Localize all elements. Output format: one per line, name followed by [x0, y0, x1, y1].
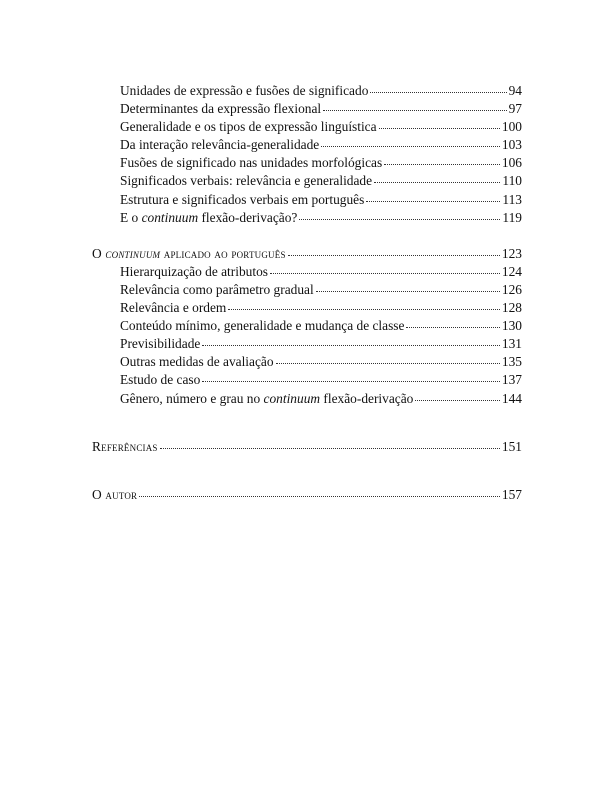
spacer — [92, 474, 522, 486]
toc-entry[interactable] — [120, 281, 522, 299]
toc-chapter-title: Referências — [92, 438, 158, 454]
toc-entry-title: Fusões de significado nas unidades morfológicas — [120, 155, 383, 171]
toc-entry-title: Estudo de caso — [120, 372, 201, 388]
toc-entry-title: Hierarquização de atributos — [120, 263, 268, 279]
toc-entry-page: 94 — [508, 83, 522, 98]
spacer — [92, 456, 522, 474]
dot-leader — [299, 216, 500, 220]
toc-entry-title: Conteúdo mínimo, generalidade e mudança de classe — [120, 318, 405, 334]
toc-entry-page: 103 — [501, 137, 522, 153]
title-part: O — [92, 245, 106, 261]
toc-entry-page: 119 — [502, 209, 522, 225]
toc-entry[interactable] — [120, 100, 522, 118]
toc-entry[interactable] — [120, 299, 522, 317]
toc-entry-page: 130 — [501, 318, 522, 334]
spacer — [92, 426, 522, 438]
dot-leader — [323, 107, 506, 111]
toc-entry[interactable] — [120, 371, 522, 389]
toc-entry-title: Relevância e ordem — [120, 300, 227, 316]
toc-chapter-page: 151 — [501, 438, 522, 454]
title-emphasis: continuum — [263, 390, 321, 406]
toc-entry-page: 131 — [501, 336, 522, 352]
toc-entry-page: 144 — [501, 390, 522, 406]
title-part: flexão-derivação? — [198, 209, 298, 225]
toc-entry-page: 106 — [501, 155, 522, 171]
toc-entry[interactable] — [120, 209, 522, 227]
toc-entry[interactable] — [120, 317, 522, 335]
toc-entry[interactable] — [120, 154, 522, 172]
dot-leader — [228, 306, 500, 310]
dot-leader — [370, 89, 506, 93]
dot-leader — [202, 378, 500, 382]
spacer — [92, 227, 522, 245]
toc-entry-page: 135 — [501, 354, 522, 370]
toc-entry-title: Outras medidas de avaliação — [120, 354, 274, 370]
toc-chapter-title: O autor — [92, 486, 138, 502]
toc-entry-title: Significados verbais: relevância e generalidade — [120, 173, 373, 189]
toc-entry-title: Previsibilidade — [120, 336, 201, 352]
dot-leader — [139, 493, 500, 497]
toc-entry-page: 113 — [502, 191, 522, 207]
spacer — [92, 408, 522, 426]
dot-leader — [384, 161, 500, 165]
title-part: E o — [120, 209, 142, 225]
title-part: aplicado ao português — [160, 245, 286, 261]
dot-leader — [366, 198, 500, 202]
dot-leader — [415, 397, 500, 401]
toc-chapter[interactable] — [92, 486, 522, 504]
dot-leader — [316, 288, 500, 292]
title-part: flexão-derivação — [320, 390, 414, 406]
toc-entry-page: 110 — [502, 173, 522, 189]
toc-entry-page: 137 — [501, 372, 522, 388]
toc-chapter-page: 123 — [501, 245, 522, 261]
dot-leader — [160, 445, 500, 449]
dot-leader — [270, 270, 500, 274]
toc-entry-page: 97 — [508, 101, 522, 117]
dot-leader — [321, 143, 500, 147]
toc-chapter[interactable] — [92, 438, 522, 456]
dot-leader — [374, 179, 500, 183]
toc-entry[interactable] — [120, 263, 522, 281]
toc-entry-title — [120, 209, 297, 227]
toc-entry-title: Estrutura e significados verbais em português — [120, 191, 365, 207]
toc-entry[interactable] — [120, 136, 522, 154]
title-part: Gênero, número e grau no — [120, 390, 264, 406]
toc-entry[interactable] — [120, 191, 522, 209]
dot-leader — [288, 252, 500, 256]
toc-chapter-page: 157 — [501, 486, 522, 502]
toc-entry-page: 124 — [501, 263, 522, 279]
dot-leader — [276, 360, 500, 364]
toc-entry-title: Generalidade e os tipos de expressão linguística — [120, 119, 377, 135]
dot-leader — [379, 125, 500, 129]
toc-chapter-title — [92, 245, 286, 263]
toc-entry[interactable] — [120, 353, 522, 371]
toc-entry[interactable] — [120, 335, 522, 353]
toc-entry-title — [120, 390, 413, 408]
toc-entry-page: 128 — [501, 300, 522, 316]
title-emphasis: continuum — [141, 209, 199, 225]
dot-leader — [406, 324, 499, 328]
toc-entry[interactable] — [120, 118, 522, 136]
toc-entry[interactable] — [120, 390, 522, 408]
toc-entry[interactable] — [120, 82, 522, 100]
title-emphasis: continuum — [105, 245, 161, 261]
toc-entry-page: 126 — [501, 281, 522, 297]
toc-entry-title: Relevância como parâmetro gradual — [120, 281, 314, 297]
toc-chapter[interactable] — [92, 245, 522, 263]
toc-entry-title: Da interação relevância-generalidade — [120, 137, 320, 153]
dot-leader — [202, 342, 500, 346]
toc-entry[interactable] — [120, 172, 522, 190]
table-of-contents — [92, 82, 522, 504]
toc-entry-title: Determinantes da expressão flexional — [120, 101, 322, 117]
toc-entry-page: 100 — [501, 119, 522, 135]
toc-entry-title: Unidades de expressão e fusões de significado — [120, 83, 369, 98]
